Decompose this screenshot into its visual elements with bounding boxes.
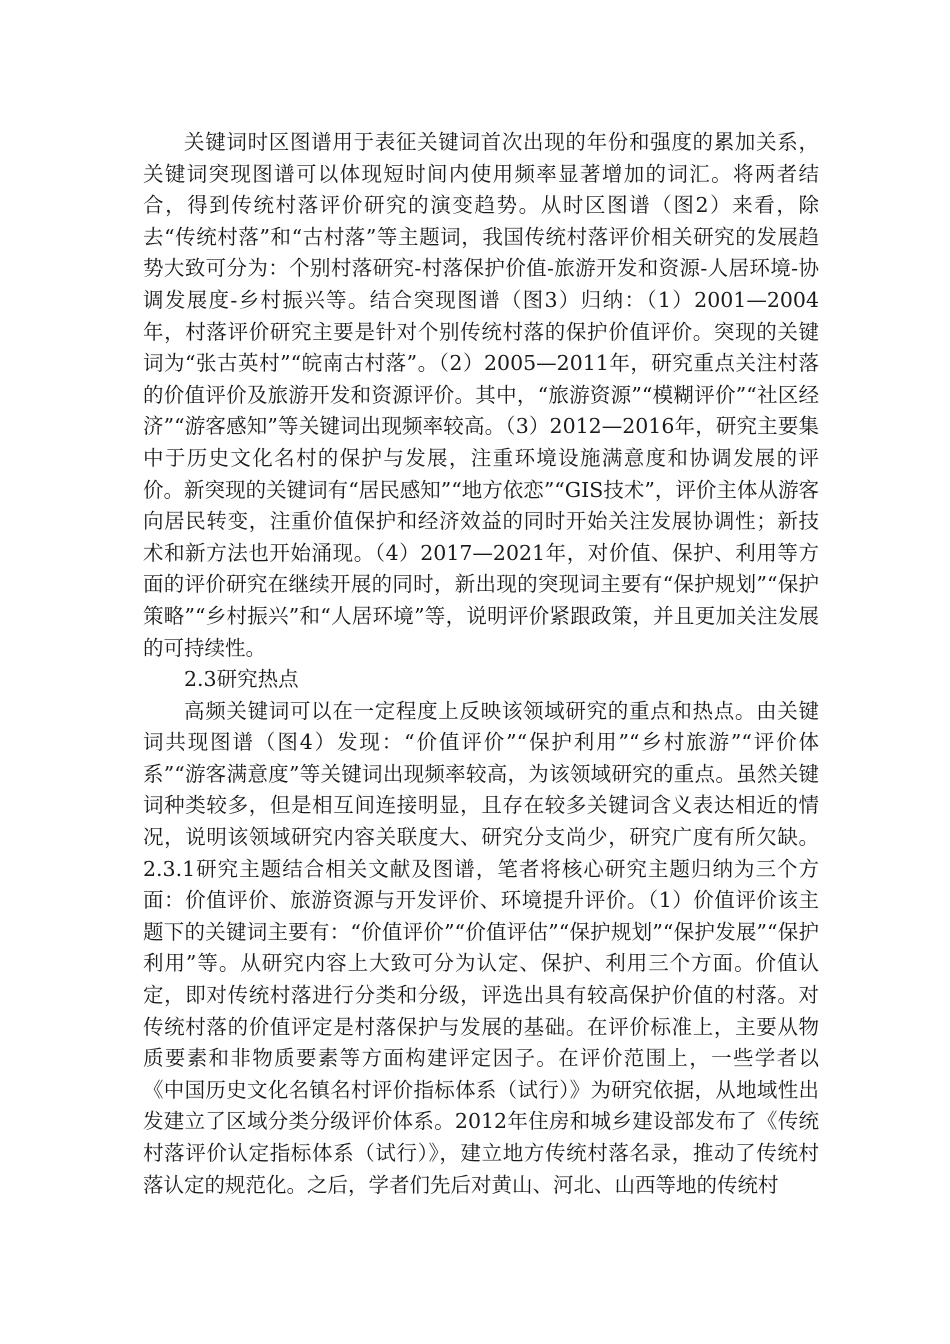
body-paragraph: 关键词时区图谱用于表征关键词首次出现的年份和强度的累加关系，关键词突现图谱可以体现短时间内使用频率显著增加的词汇。将两者结合，得到传统村落评价研究的演变趋势。从时区图谱（图2）来看，除去“传统村落”和“古村落”等主题词，我国传统村落评价相关研究的发展趋势大致可分为：个别村落研究-村落保护价值-旅游开发和资源-人居环境-协调发展度-乡村振兴等。结合突现图谱（图3）归纳：（1）2001—2004年，村落评价研究主要是针对个别传统村落的保护价值评价。突现的关键词为“张古英村”“皖南古村落”。（2）2005—2011年，研究重点关注村落的价值评价及旅游开发和资源评价。其中，“旅游资源”“模糊评价”“社区经济”“游客感知”等关键词出现频率较高。（3）2012—2016年，研究主要集中于历史文化名村的保护与发展，注重环境设施满意度和协调发展的评价。新突现的关键词有“居民感知”“地方依恋”“GIS技术”，评价主体从游客向居民转变，注重价值保护和经济效益的同时开始关注发展协调性；新技术和新方法也开始涌现。（4）2017—2021年，对价值、保护、利用等方面的评价研究在继续开展的同时，新出现的突现词主要有“保护规划”“保护策略”“乡村振兴”和“人居环境”等，说明评价紧跟政策，并且更加关注发展的可持续性。	[143, 130, 819, 660]
section-heading: 2.3研究热点	[184, 667, 299, 692]
body-paragraph: 高频关键词可以在一定程度上反映该领域研究的重点和热点。由关键词共现图谱（图4）发现：“价值评价”“保护利用”“乡村旅游”“评价体系”“游客满意度”等关键词出现频率较高，为该领域研究的重点。虽然关键词种类较多，但是相互间连接明显，且存在较多关键词含义表达相近的情况，说明该领域研究内容关联度大、研究分支尚少，研究广度有所欠缺。2.3.1研究主题结合相关文献及图谱，笔者将核心研究主题归纳为三个方面：价值评价、旅游资源与开发评价、环境提升评价。（1）价值评价该主题下的关键词主要有：“价值评价”“价值评估”“保护规划”“保护发展”“保护利用”等。从研究内容上大致可分为认定、保护、利用三个方面。价值认定，即对传统村落进行分类和分级，评选出具有较高保护价值的村落。对传统村落的价值评定是村落保护与发展的基础。在评价标准上，主要从物质要素和非物质要素等方面构建评定因子。在评价范围上，一些学者以《中国历史文化名镇名村评价指标体系（试行）》为研究依据，从地域性出发建立了区域分类分级评价体系。2012年住房和城乡建设部发布了《传统村落评价认定指标体系（试行）》，建立地方传统村落名录，推动了传统村落认定的规范化。之后，学者们先后对黄山、河北、山西等地的传统村	[143, 698, 819, 1197]
document-page	[143, 127, 819, 1201]
